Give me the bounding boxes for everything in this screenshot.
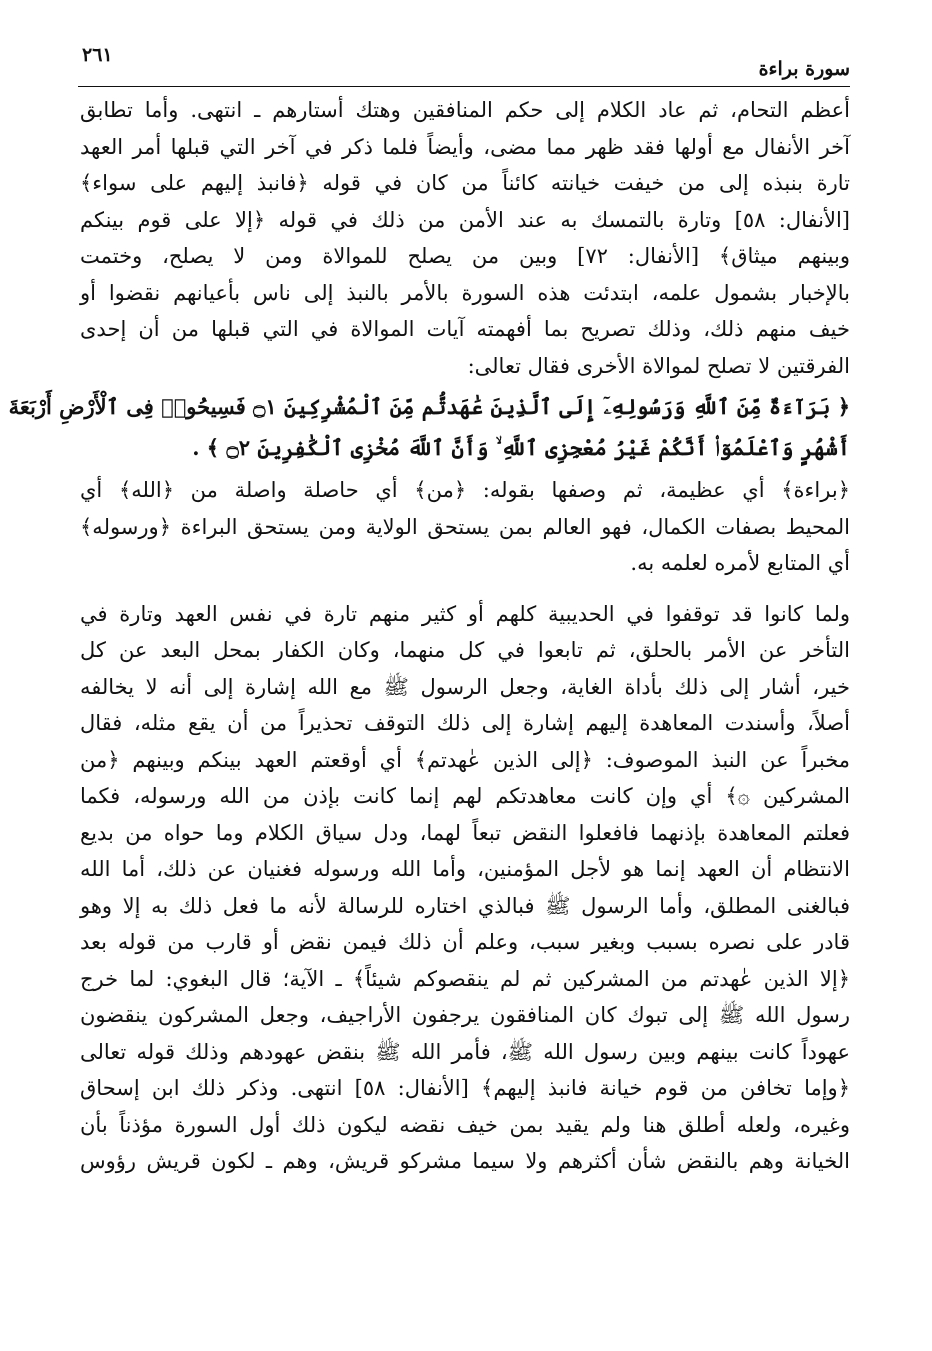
text-line: أصلاً، وأسندت المعاهدة إليهم إشارة إلى ذلك التوقف تحذيراً من أن يقع مثله، فقال bbox=[80, 711, 850, 735]
text-line: فبالغنى المطلق، وأما الرسول ﷺ فبالذي اختاره للرسالة لأنه ما فعل ذلك به إلا وهو bbox=[80, 893, 850, 918]
text-line: الانتظام أن العهد إنما هو لأجل المؤمنين، وأما الله ورسوله فغنيان عن ذلك، أما الله bbox=[80, 857, 850, 881]
text-line: عهوداً كانت بينهم وبين رسول الله ﷺ، فأمر الله ﷺ بنقض عهودهم وذلك قوله تعالى bbox=[80, 1039, 850, 1064]
quran-verse-block bbox=[8, 386, 850, 468]
text-line: أعظم التحام، ثم عاد الكلام إلى حكم المنافقين وهتك أستارهم ـ انتهى. وأما تطابق bbox=[80, 98, 850, 122]
text-line: أي المتابع لأمره لعلمه به. bbox=[630, 551, 850, 575]
surah-title: سورة براءة bbox=[758, 58, 850, 80]
text-line: وبينهم ميثاق﴾ [الأنفال: ٧٢] وبين من يصلح للموالاة ومن لا يصلح، وختمت bbox=[80, 244, 850, 268]
text-line: المحيط بصفات الكمال، فهو العالم بمن يستحق الولاية ومن يستحق البراءة ﴿ورسوله﴾ bbox=[80, 514, 850, 539]
page-header bbox=[78, 40, 850, 84]
text-line: وغيره، ولعله أطلق هنا ولم يقيد بمن خيف نقضه ليكون ذلك أول السورة مؤذناً بأن bbox=[80, 1112, 850, 1137]
text-line: [الأنفال: ٥٨] وتارة بالتمسك به عند الأمن من ذلك في قوله ﴿إلا على قوم بينكم bbox=[80, 207, 850, 232]
text-line: خير، أشار إلى ذلك بأداة الغاية، وجعل الرسول ﷺ مع الله إشارة إلى أنه لا يخالفه bbox=[80, 674, 850, 699]
paragraph-gap bbox=[80, 582, 850, 596]
text-line: التأخر عن الأمر بالحلق، ثم تابعوا في كل منهما، وكان الكفار بمحل البعد عن كل bbox=[80, 638, 850, 662]
text-line: مخبراً عن النبذ الموصوف: ﴿إلى الذين عٰهدتم﴾ أي أوقعتم العهد بينكم وبينهم ﴿من bbox=[80, 747, 850, 772]
paragraph-3 bbox=[80, 596, 850, 1180]
text-line: تارة بنبذه إلى من خيفت خيانته كائناً من كان في قوله ﴿فانبذ إليهم على سواء﴾ bbox=[80, 171, 850, 195]
text-line: الفرقتين لا تصلح لموالاة الأخرى فقال تعالى: bbox=[467, 353, 850, 378]
text-line: رسول الله ﷺ إلى تبوك كان المنافقون يرجفون الأراجيف، وجعل المشركون ينقضون bbox=[80, 1003, 850, 1027]
quran-line: أَشْهُرٍ وَٱعْلَمُوٓا۟ أَنَّكُمْ غَيْرُ مُعْجِزِى ٱللَّهِ ۙ وَأَنَّ ٱللَّهَ مُخْزِى ٱلْكَٰفِرِينَ ۝٢ ﴾ . bbox=[192, 435, 850, 460]
header-divider bbox=[78, 86, 850, 87]
page-body bbox=[8, 92, 850, 1180]
text-line: ﴿وإما تخافن من قوم خيانة فانبذ إليهم﴾ [الأنفال: ٥٨] انتهى. وذكر ذلك ابن إسحاق bbox=[80, 1076, 850, 1100]
text-line: ﴿براءة﴾ أي عظيمة، ثم وصفها بقوله: ﴿من﴾ أي حاصلة واصلة من ﴿الله﴾ أي bbox=[80, 478, 850, 502]
text-line: ﴿إلا الذين عٰهدتم من المشركين ثم لم ينقصوكم شيئاً﴾ ـ الآية؛ قال البغوي: لما خرج bbox=[80, 966, 850, 991]
page-number: ٢٦١ bbox=[82, 44, 113, 66]
text-line: بالإخبار بشمول علمه، ابتدئت هذه السورة بالأمر بالنبذ إلى ناس بأعيانهم نقضوا أو bbox=[80, 280, 850, 305]
text-line: الخيانة وهم بالنقض شأن أكثرهم ولا سيما مشركو قريش، وهم ـ لكون قريش رؤوس bbox=[80, 1149, 850, 1173]
paragraph-2 bbox=[80, 472, 850, 582]
text-line: قادر على نصره بسبب وبغير سبب، وعلم أن ذلك فيمن نقض أو قارب من قوله بعد bbox=[80, 930, 850, 954]
text-line: فعلتم المعاهدة بإذنهما فافعلوا النقض تبعاً لهما، ودل سياق الكلام وما حواه من بديع bbox=[80, 820, 850, 845]
text-line: المشركين ۞﴾ أي وإن كانت معاهدتكم لهم إنما كانت بإذن من الله ورسوله، فكما bbox=[80, 784, 850, 808]
text-line: آخر الأنفال مع أولها فقد ظهر مما مضى، وأيضاً فلما ذكر في آخر التي قبلها أمر العهد bbox=[80, 134, 850, 159]
quran-line: ﴿ بَرَآءَةٌ مِّنَ ٱللَّهِ وَرَسُولِهِۦٓ إِلَى ٱلَّذِينَ عَٰهَدتُّم مِّنَ ٱلْمُشْرِكِينَ ۝١ فَسِيحُوا۟ فِى ٱلْأَرْضِ أَرْبَعَةَ bbox=[8, 394, 850, 419]
text-line: خيف منهم ذلك، وذلك تصريح بما أفهمته آيات الموالاة في التي قبلها من أن إحدى bbox=[80, 317, 850, 341]
text-line: ولما كانوا قد توقفوا في الحديبية كلهم أو كثير منهم تارة في نفس العهد وتارة في bbox=[80, 601, 850, 626]
paragraph-1 bbox=[80, 92, 850, 384]
